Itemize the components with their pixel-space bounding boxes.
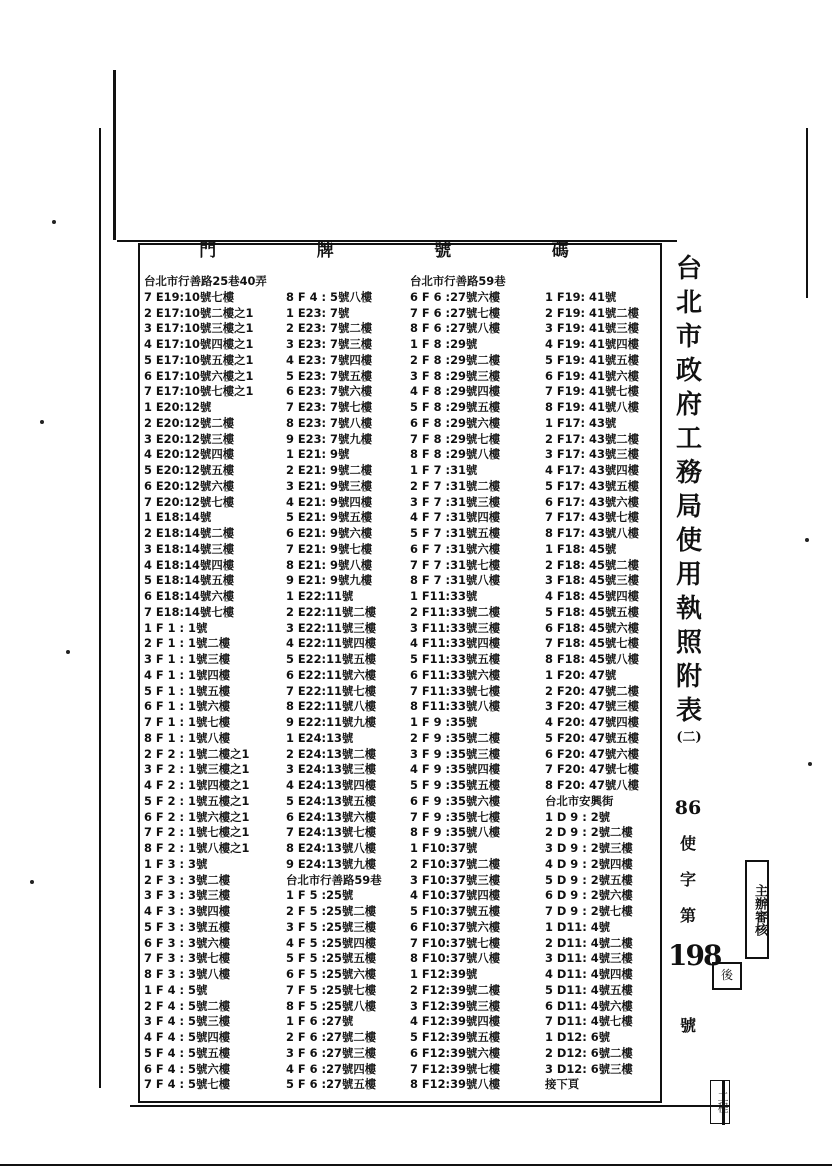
address-row: 1 E23: 7號 [286,305,350,320]
address-row: 2 F19: 41號二樓 [545,305,640,320]
address-row: 6 E22:11號六樓 [286,667,377,682]
address-row: 6 F12:39號六樓 [410,1045,501,1060]
address-row: 4 F 8 :29號四樓 [410,384,501,399]
address-row: 4 E17:10號四樓之1 [144,337,254,351]
address-row: 台北市行善路59巷 [286,872,382,887]
address-row: 7 F17: 43號七樓 [545,510,640,525]
address-row [286,274,382,290]
address-row: 6 F 3 : 3號六樓 [144,935,231,950]
address-row: 3 D 9 : 2號三樓 [545,841,633,855]
address-row: 5 F 3 : 3號五樓 [144,919,231,934]
scan-edge-line [99,128,101,1088]
address-row: 9 E24:13號九樓 [286,856,377,871]
address-row: 2 E17:10號二樓之1 [144,305,254,320]
address-row: 6 F 8 :29號六樓 [410,415,501,430]
address-row: 4 F 3 : 3號四樓 [144,904,231,918]
address-row: 7 E24:13號七樓 [286,825,377,840]
address-row: 2 F 1 : 1號二樓 [144,636,231,651]
address-row: 4 E22:11號四樓 [286,636,377,651]
address-row: 4 F 9 :35號四樓 [410,762,501,777]
address-row: 7 F 6 :27號七樓 [410,305,501,320]
scan-edge-line [130,1105,730,1107]
address-row: 2 F 5 :25號二樓 [286,904,377,918]
address-row: 3 F 2 : 1號三樓之1 [144,762,250,777]
address-row: 2 E21: 9號二樓 [286,463,373,477]
address-row: 5 F19: 41號五樓 [545,352,640,367]
review-stamp: 主辦審核 [745,860,769,959]
address-row: 4 F11:33號四樓 [410,636,501,651]
address-row: 3 F 4 : 5號三樓 [144,1014,231,1029]
address-row: 接下頁 [545,1077,580,1092]
address-row: 6 F17: 43號六樓 [545,494,640,509]
address-row: 7 E23: 7號七樓 [286,400,373,414]
address-row: 8 E22:11號八樓 [286,699,377,714]
address-row: 7 F 4 : 5號七樓 [144,1077,231,1092]
address-row: 2 F10:37號二樓 [410,856,501,871]
address-row: 6 F18: 45號六樓 [545,620,640,635]
address-row: 2 F 2 : 1號二樓之1 [144,746,250,761]
address-row: 4 F10:37號四樓 [410,888,501,903]
address-row: 5 D 9 : 2號五樓 [545,872,633,887]
address-row: 2 F18: 45號二樓 [545,557,640,572]
reference-char: 使 [679,834,696,853]
address-row: 7 E18:14號七樓 [144,604,235,619]
address-row: 8 E23: 7號八樓 [286,415,373,430]
address-row: 2 F 6 :27號二樓 [286,1030,377,1044]
address-row: 8 F 5 :25號八樓 [286,998,377,1013]
address-row: 5 F12:39號五樓 [410,1030,501,1044]
address-row: 6 F11:33號六樓 [410,667,501,682]
address-row: 5 F11:33號五樓 [410,652,501,666]
title-char: 務 [675,458,702,488]
address-row: 7 F 8 :29號七樓 [410,431,501,446]
title-char: 附 [675,662,702,692]
title-char: 北 [675,288,702,318]
document-title [672,252,706,748]
address-row: 6 F10:37號六樓 [410,919,501,934]
address-row: 3 F 9 :35號三樓 [410,746,501,761]
address-row: 1 F11:33號 [410,589,478,603]
address-row: 5 E21: 9號五樓 [286,510,373,525]
title-char: 工 [675,424,702,454]
address-row: 4 E18:14號四樓 [144,557,235,572]
address-row: 6 F 4 : 5號六樓 [144,1061,231,1076]
address-row: 3 F10:37號三樓 [410,872,501,887]
address-row: 1 E22:11號 [286,589,354,603]
scan-edge-line [113,70,116,240]
address-row: 2 F20: 47號二樓 [545,683,640,698]
address-row: 5 F18: 45號五樓 [545,604,640,619]
address-row: 4 F19: 41號四樓 [545,337,640,351]
address-row: 7 F 1 : 1號七樓 [144,715,231,729]
title-char: 表 [675,696,702,726]
address-row: 2 F 9 :35號二樓 [410,730,501,745]
address-row: 3 F 6 :27號三樓 [286,1045,377,1060]
address-row: 3 F12:39號三樓 [410,998,501,1013]
address-row: 6 E17:10號六樓之1 [144,368,254,383]
address-row: 3 F 5 :25號三樓 [286,919,377,934]
address-row: 2 E23: 7號二樓 [286,321,373,336]
address-row: 6 D11: 4號六樓 [545,998,633,1013]
address-row: 4 F 7 :31號四樓 [410,510,501,525]
address-row: 3 E23: 7號三樓 [286,337,373,351]
address-row: 6 F19: 41號六樓 [545,368,640,383]
title-suffix: (二) [676,730,702,745]
address-row: 3 F 8 :29號三樓 [410,368,501,383]
title-char: 府 [675,390,702,420]
address-row: 6 F 6 :27號六樓 [410,289,501,304]
reference-char: 字 [679,870,696,889]
address-row: 5 F 8 :29號五樓 [410,400,501,414]
address-row: 2 E20:12號二樓 [144,415,235,430]
address-row: 5 F17: 43號五樓 [545,478,640,493]
address-row: 5 F 2 : 1號五樓之1 [144,793,250,808]
address-row: 3 E24:13號三樓 [286,762,377,777]
address-row: 8 F 4 : 5號八樓 [286,289,373,304]
address-row: 3 F 7 :31號三樓 [410,494,501,509]
address-row: 7 D11: 4號七樓 [545,1014,633,1029]
address-row: 4 F 4 : 5號四樓 [144,1030,231,1044]
address-row: 4 F 1 : 1號四樓 [144,667,231,682]
address-row: 7 E19:10號七樓 [144,289,235,304]
address-row: 4 E23: 7號四樓 [286,352,373,367]
address-row: 8 E21: 9號八樓 [286,557,373,572]
address-row: 1 D 9 : 2號 [545,809,611,824]
address-row: 1 F 4 : 5號 [144,982,208,997]
address-row: 4 F20: 47號四樓 [545,715,640,729]
header-label: 門 [199,241,219,261]
address-row: 1 F18: 45號 [545,541,617,556]
address-row: 7 F12:39號七樓 [410,1061,501,1076]
address-row: 4 F 2 : 1號四樓之1 [144,778,250,792]
address-row: 6 E23: 7號六樓 [286,384,373,399]
address-row: 9 E23: 7號九樓 [286,431,373,446]
address-row: 4 D11: 4號四樓 [545,967,633,981]
address-row: 7 F 2 : 1號七樓之1 [144,825,250,840]
address-row: 2 F12:39號二樓 [410,982,501,997]
address-row: 8 F10:37號八樓 [410,951,501,966]
address-row: 6 E20:12號六樓 [144,478,235,493]
address-row: 3 E21: 9號三樓 [286,478,373,493]
address-row: 1 F 9 :35號 [410,715,478,729]
address-row: 3 D11: 4號三樓 [545,951,633,966]
address-row: 5 F10:37號五樓 [410,904,501,918]
reference-year: 86 [674,797,702,819]
address-row: 2 E22:11號二樓 [286,604,377,619]
address-row: 5 E17:10號五樓之1 [144,352,254,367]
address-row: 4 E21: 9號四樓 [286,494,373,509]
address-row: 8 F 1 : 1號八樓 [144,730,231,745]
address-row: 8 F12:39號八樓 [410,1077,501,1092]
address-row: 6 F 9 :35號六樓 [410,793,501,808]
address-row: 台北市行善路25巷40弄 [144,274,267,288]
title-char: 照 [675,628,702,658]
address-row: 3 F11:33號三樓 [410,620,501,635]
address-row: 5 E24:13號五樓 [286,793,377,808]
address-row: 1 E18:14號 [144,510,212,525]
address-row: 4 F17: 43號四樓 [545,463,640,477]
address-row: 6 E18:14號六樓 [144,589,235,603]
title-char: 使 [675,526,702,556]
address-row: 6 E24:13號六樓 [286,809,377,824]
address-row: 3 E18:14號三樓 [144,541,235,556]
address-row: 7 F 9 :35號七樓 [410,809,501,824]
scan-speck [30,880,34,884]
scan-speck [808,762,812,766]
address-row: 8 F20: 47號八樓 [545,778,640,792]
scan-speck [40,420,44,424]
address-row: 2 F 7 :31號二樓 [410,478,501,493]
address-row: 3 F19: 41號三樓 [545,321,640,336]
address-row: 5 E18:14號五樓 [144,573,235,588]
title-char: 用 [675,560,702,590]
address-row: 3 E22:11號三樓 [286,620,377,635]
address-row: 4 F 5 :25號四樓 [286,935,377,950]
address-row: 1 F 8 :29號 [410,337,478,351]
address-row: 7 F 3 : 3號七樓 [144,951,231,966]
address-row: 3 E20:12號三樓 [144,431,235,446]
address-column-3 [410,274,506,1093]
address-row: 2 E18:14號二樓 [144,526,235,540]
address-row: 2 D 9 : 2號二樓 [545,825,633,840]
header-label: 碼 [551,241,571,261]
address-row: 6 F20: 47號六樓 [545,746,640,761]
address-row: 8 F 8 :29號八樓 [410,447,501,462]
bottom-stamp: 工程 [710,1080,730,1124]
address-row: 1 F20: 47號 [545,667,617,682]
address-row: 2 F17: 43號二樓 [545,431,640,446]
address-row: 1 F 1 : 1號 [144,620,208,635]
address-row: 8 F 2 : 1號八樓之1 [144,841,250,855]
address-row: 3 F20: 47號三樓 [545,699,640,714]
address-row: 2 D11: 4號二樓 [545,935,633,950]
address-row: 7 E20:12號七樓 [144,494,235,509]
address-column-2 [286,274,382,1093]
address-row: 2 E24:13號二樓 [286,746,377,761]
address-row: 4 F18: 45號四樓 [545,589,640,603]
address-row: 3 D12: 6號三樓 [545,1061,633,1076]
address-row: 8 F18: 45號八樓 [545,652,640,666]
title-char: 市 [675,322,702,352]
address-row: 3 F18: 45號三樓 [545,573,640,588]
address-row: 5 F 9 :35號五樓 [410,778,501,792]
address-row: 7 E21: 9號七樓 [286,541,373,556]
address-row: 7 E17:10號七樓之1 [144,384,254,399]
address-row: 2 F 3 : 3號二樓 [144,872,231,887]
address-row: 8 F17: 43號八樓 [545,526,640,540]
title-char: 局 [675,492,702,522]
address-row: 7 F19: 41號七樓 [545,384,640,399]
address-row: 8 F 3 : 3號八樓 [144,967,231,981]
address-row: 8 F 6 :27號八樓 [410,321,501,336]
address-row: 1 F 7 :31號 [410,463,478,477]
address-row: 7 F11:33號七樓 [410,683,501,698]
address-row: 4 F12:39號四樓 [410,1014,501,1029]
address-row: 3 F 3 : 3號三樓 [144,888,231,903]
address-row: 4 D 9 : 2號四樓 [545,856,633,871]
address-row: 5 D11: 4號五樓 [545,982,633,997]
address-row: 5 F 4 : 5號五樓 [144,1045,231,1060]
scan-speck [52,220,56,224]
address-row: 9 E21: 9號九樓 [286,573,373,588]
address-row: 8 F11:33號八樓 [410,699,501,714]
scan-edge-line [0,1164,832,1166]
address-row: 6 F 5 :25號六樓 [286,967,377,981]
address-row: 2 F11:33號二樓 [410,604,501,619]
title-char: 執 [675,594,702,624]
address-row: 6 F 1 : 1號六樓 [144,699,231,714]
address-row: 1 F19: 41號 [545,289,617,304]
address-row: 6 D 9 : 2號六樓 [545,888,633,903]
address-row: 1 F10:37號 [410,841,478,855]
address-row: 2 F 4 : 5號二樓 [144,998,231,1013]
scan-speck [66,650,70,654]
address-row [545,274,639,290]
address-row: 7 F18: 45號七樓 [545,636,640,651]
title-char: 政 [675,356,702,386]
scan-edge-line [806,128,808,298]
address-row: 8 F19: 41號八樓 [545,400,640,414]
address-row: 1 E21: 9號 [286,447,350,462]
address-row: 1 D11: 4號 [545,919,611,934]
address-row: 6 F 2 : 1號六樓之1 [144,809,250,824]
address-row: 4 F 6 :27號四樓 [286,1061,377,1076]
address-row: 7 F 5 :25號七樓 [286,982,377,997]
address-row: 5 F 1 : 1號五樓 [144,683,231,698]
address-column-1 [144,274,267,1093]
address-row: 8 F 7 :31號八樓 [410,573,501,588]
reference-char: 第 [679,906,696,925]
address-row: 台北市安興街 [545,793,614,808]
address-row: 5 E23: 7號五樓 [286,368,373,383]
reference-end: 號 [679,1016,696,1035]
address-row: 1 F 3 : 3號 [144,856,208,871]
address-row: 6 E21: 9號六樓 [286,526,373,540]
title-char: 台 [675,254,702,284]
address-row: 8 E24:13號八樓 [286,841,377,855]
license-reference [668,790,721,1044]
address-row: 6 F 7 :31號六樓 [410,541,501,556]
address-row: 7 F 7 :31號七樓 [410,557,501,572]
address-row: 3 E17:10號三樓之1 [144,321,254,336]
address-row: 1 D12: 6號 [545,1030,611,1044]
address-row: 1 F17: 43號 [545,415,617,430]
header-label: 牌 [316,241,336,261]
address-row: 7 E22:11號七樓 [286,683,377,698]
address-row: 1 E20:12號 [144,400,212,414]
address-row: 3 F 1 : 1號三樓 [144,652,231,666]
address-row: 5 F20: 47號五樓 [545,730,640,745]
address-row: 1 F 6 :27號 [286,1014,354,1029]
address-row: 5 E22:11號五樓 [286,652,377,666]
address-column-4 [545,274,639,1093]
address-row: 2 D12: 6號二樓 [545,1045,633,1060]
address-row: 5 F 7 :31號五樓 [410,526,501,540]
address-row: 5 F 6 :27號五樓 [286,1077,377,1092]
table-header [150,236,620,262]
scan-speck [805,538,809,542]
small-stamp: 後 [712,962,742,990]
address-row: 8 F 9 :35號八樓 [410,825,501,840]
address-row: 1 F 5 :25號 [286,888,354,903]
address-row: 3 F17: 43號三樓 [545,447,640,462]
header-label: 號 [434,241,454,261]
address-row: 2 F 8 :29號二樓 [410,352,501,367]
address-row: 台北市行善路59巷 [410,274,506,288]
address-row: 7 F20: 47號七樓 [545,762,640,777]
address-row: 4 E24:13號四樓 [286,778,377,792]
address-row: 4 E20:12號四樓 [144,447,235,462]
address-row: 9 E22:11號九樓 [286,715,377,729]
address-row: 1 F12:39號 [410,967,478,981]
reference-serial: 198 [668,939,721,972]
address-row: 5 F 5 :25號五樓 [286,951,377,966]
address-row: 7 F10:37號七樓 [410,935,501,950]
address-row: 7 D 9 : 2號七樓 [545,904,633,918]
address-row: 1 E24:13號 [286,730,354,745]
address-row: 5 E20:12號五樓 [144,463,235,477]
